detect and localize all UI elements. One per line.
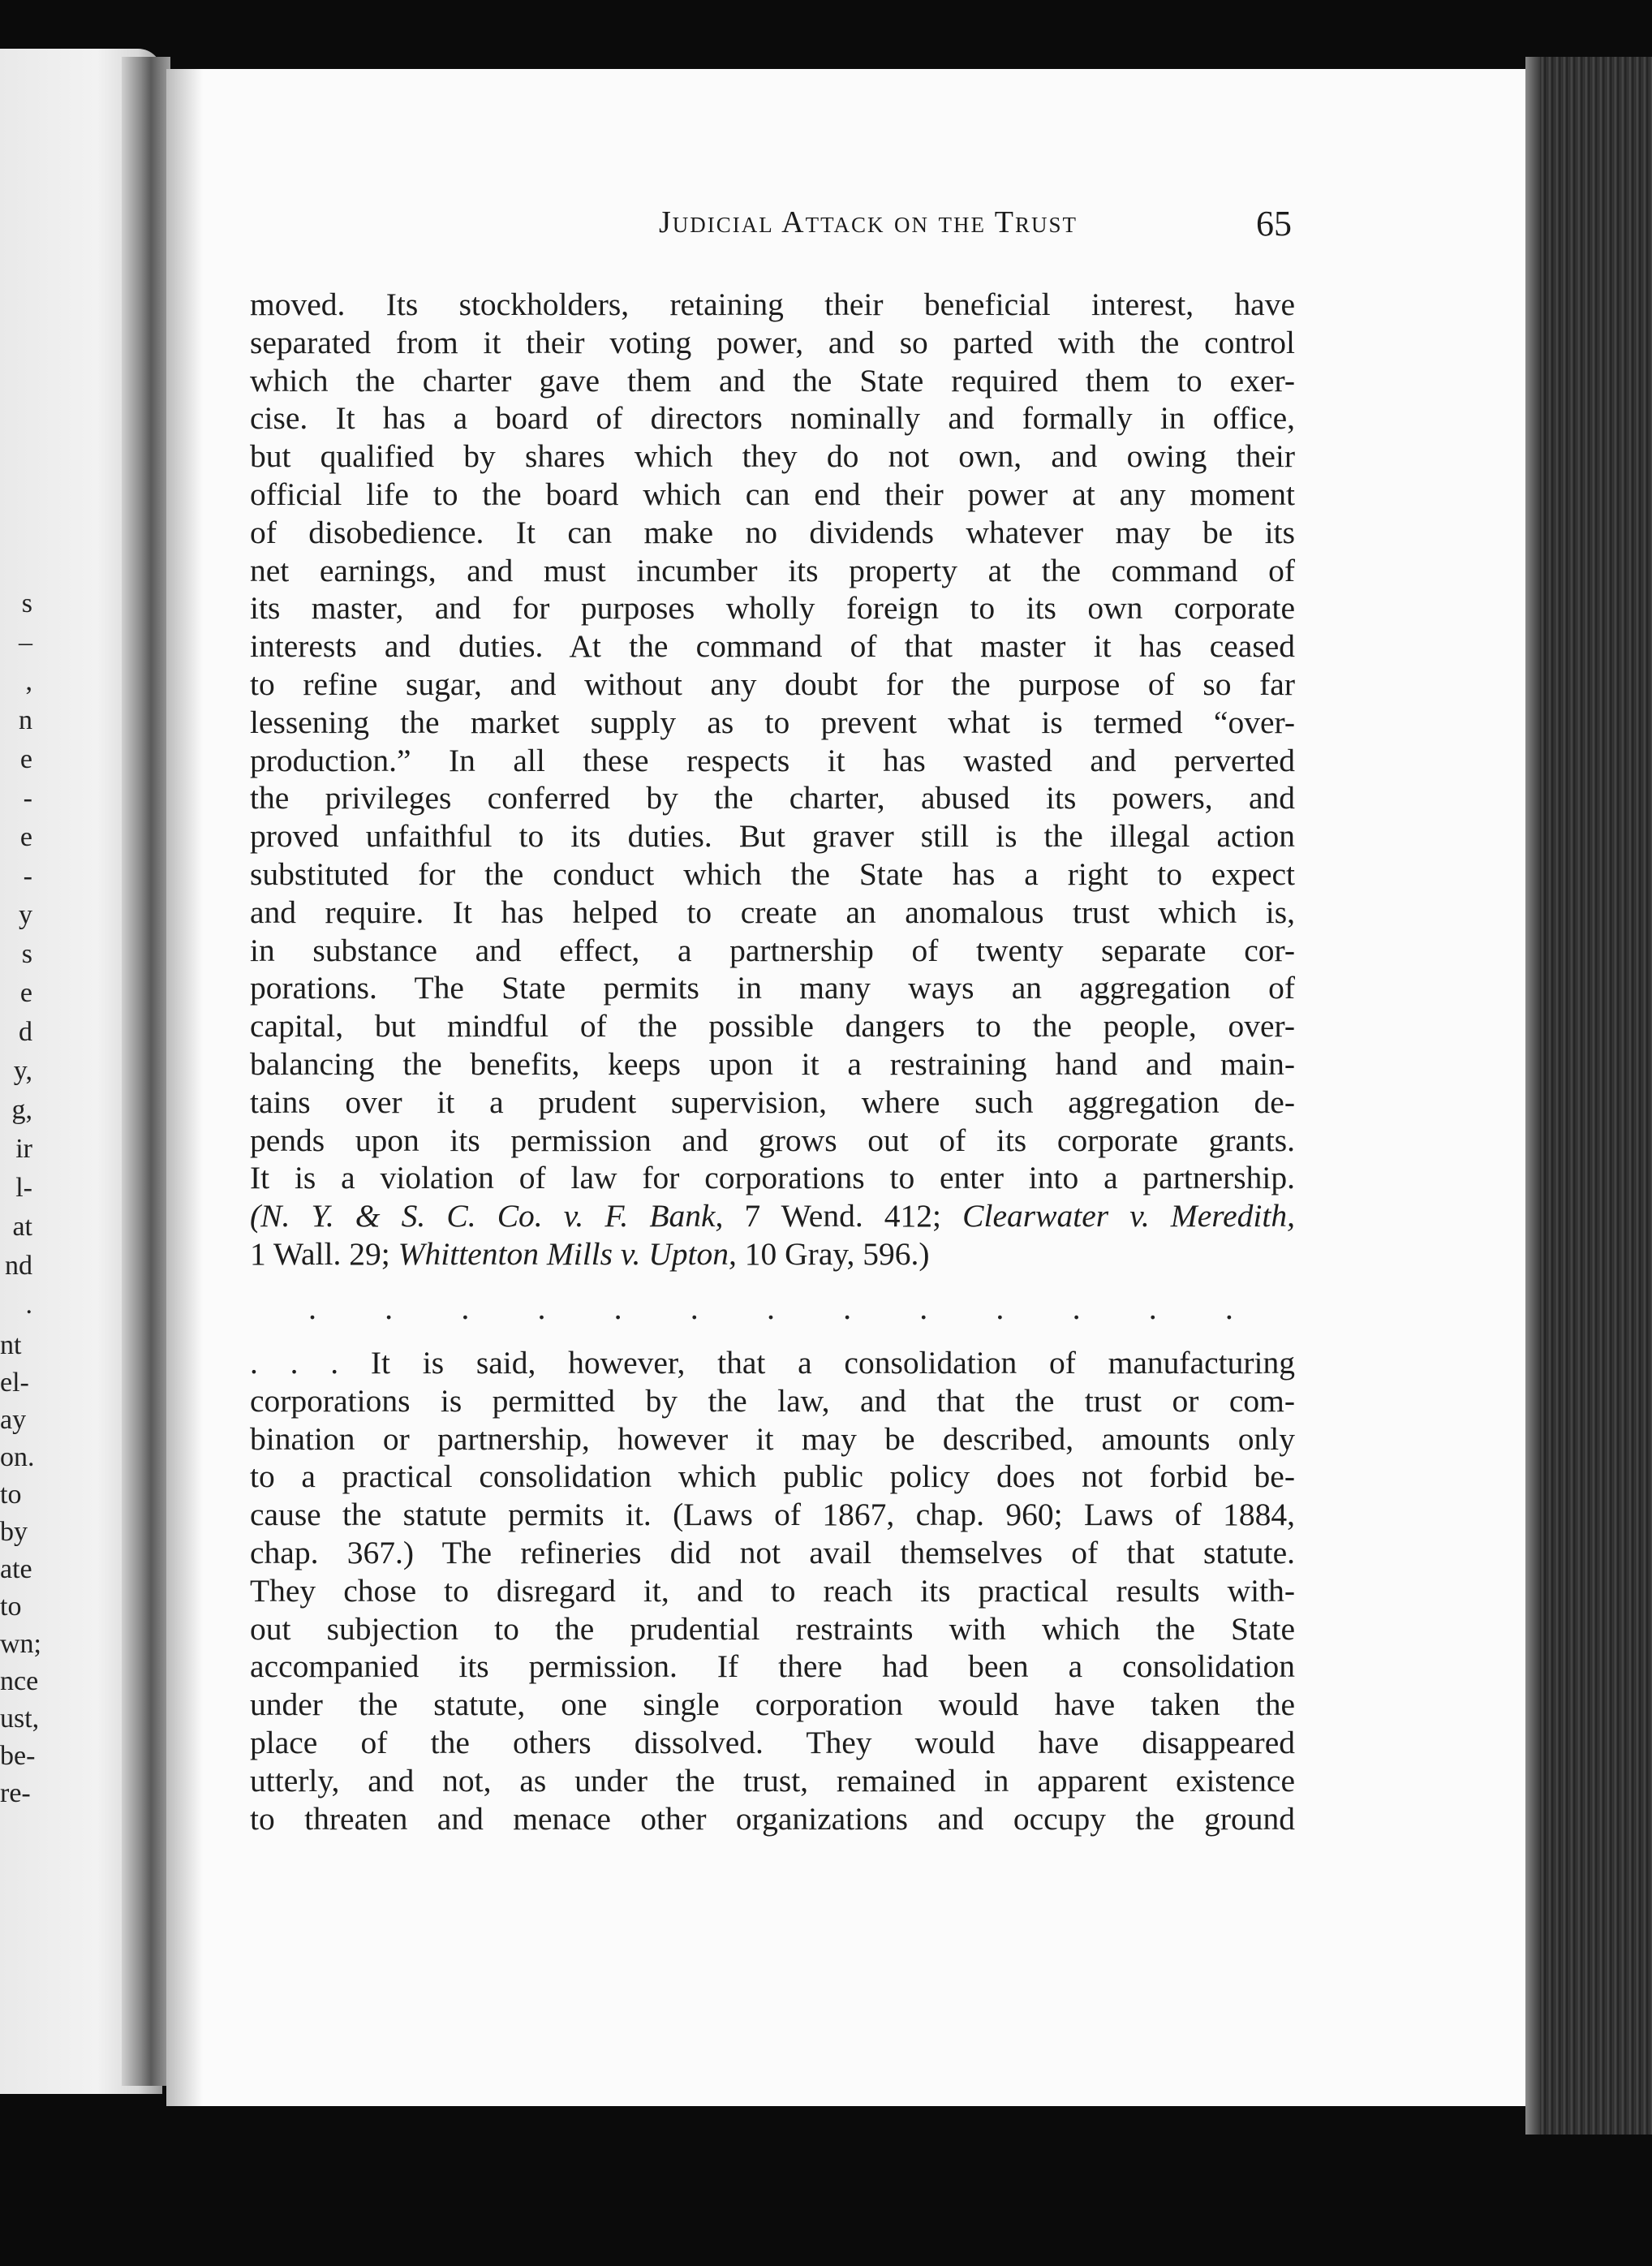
- running-head: Judicial Attack on the Trust: [659, 205, 1078, 239]
- text-line: balancing the benefits, keeps upon it a restraining hand and main-: [250, 1045, 1295, 1082]
- ellipsis-dot: .: [308, 1290, 316, 1326]
- text-line: net earnings, and must incumber its property at the command of: [250, 552, 1295, 588]
- fragment-text: -: [23, 783, 32, 813]
- text-line: separated from it their voting power, and so parted with the control: [250, 324, 1295, 360]
- text-line: substituted for the conduct which the State has a right to expect: [250, 855, 1295, 892]
- citation-line: [250, 1235, 1295, 1273]
- text-line: pends upon its permission and grows out of its corporate grants.: [250, 1122, 1295, 1158]
- fragment-text: wn;: [0, 1629, 41, 1659]
- text-line: bination or partnership, however it may be described, amounts only: [250, 1420, 1295, 1457]
- ellipsis-dot: .: [843, 1290, 852, 1326]
- ellipsis-dot: .: [385, 1290, 394, 1326]
- fragment-text: ,: [25, 666, 32, 696]
- citation-part: 1 Wall. 29;: [250, 1235, 398, 1272]
- ellipsis-dot: .: [766, 1290, 775, 1326]
- fragment-text: -: [23, 861, 32, 891]
- paragraph-1: [250, 286, 1295, 1273]
- left-page-fragments-lower: [0, 1327, 61, 1812]
- text-line: porations. The State permits in many ways an aggregation of: [250, 970, 1295, 1006]
- paragraph-2: [250, 1344, 1295, 1837]
- ellipsis-dot: .: [461, 1290, 470, 1326]
- text-line: out subjection to the prudential restraints with which the State: [250, 1610, 1295, 1647]
- ellipsis-dot: .: [613, 1290, 622, 1326]
- text-line: of disobedience. It can make no dividends whatever may be its: [250, 514, 1295, 550]
- fragment-text: s: [21, 588, 32, 618]
- fragment-text: to: [0, 1592, 22, 1622]
- page-number: 65: [1256, 204, 1292, 243]
- fragment-text: by: [0, 1517, 28, 1547]
- citation-part: (N. Y. & S. C. Co. v. F. Bank,: [250, 1198, 724, 1234]
- ellipsis-dot: .: [1072, 1290, 1081, 1326]
- fragment-text: on.: [0, 1442, 35, 1472]
- text-line: . . . It is said, however, that a consolidation of manufacturing: [250, 1345, 1295, 1381]
- fragment-text: n: [19, 705, 32, 735]
- text-line: utterly, and not, as under the trust, remained in apparent existence: [250, 1762, 1295, 1799]
- text-line: chap. 367.) The refineries did not avail themselves of that statute.: [250, 1534, 1295, 1570]
- text-line: its master, and for purposes wholly foreign to its own corporate: [250, 590, 1295, 627]
- ellipsis-separator: [308, 1289, 1233, 1327]
- fragment-text: ir: [15, 1134, 32, 1164]
- text-line: capital, but mindful of the possible dangers to the people, over-: [250, 1008, 1295, 1045]
- ellipsis-dot: .: [1148, 1290, 1157, 1326]
- book-page-edges: [1525, 57, 1652, 2135]
- fragment-text: l-: [15, 1173, 32, 1203]
- fragment-text: ay: [0, 1405, 27, 1435]
- text-line: tains over it a prudent supervision, where such aggregation de-: [250, 1083, 1295, 1120]
- fragment-text: ust,: [0, 1704, 40, 1734]
- text-line: to threaten and menace other organizations and occupy the ground: [250, 1800, 1295, 1837]
- fragment-text: y: [19, 900, 32, 930]
- fragment-text: s: [21, 939, 32, 969]
- book-gutter: [122, 57, 170, 2086]
- citation-part: Clearwater v. Meredith,: [962, 1198, 1295, 1234]
- fragment-text: nd: [5, 1251, 32, 1281]
- text-line: lessening the market supply as to prevent what is termed “over-: [250, 704, 1295, 740]
- text-line: but qualified by shares which they do not own, and owing their: [250, 438, 1295, 475]
- fragment-text: e: [19, 822, 32, 852]
- ellipsis-dot: .: [537, 1290, 546, 1326]
- fragment-text: .: [25, 1290, 32, 1320]
- left-page-fragments-upper: [0, 584, 32, 1325]
- text-line: It is a violation of law for corporations to enter into a partnership.: [250, 1160, 1295, 1196]
- text-line: production.” In all these respects it has wasted and perverted: [250, 742, 1295, 778]
- fragment-text: g,: [11, 1095, 32, 1125]
- ellipsis-dot: .: [1224, 1290, 1233, 1326]
- text-line: cise. It has a board of directors nominally and formally in office,: [250, 400, 1295, 437]
- ellipsis-dot: .: [996, 1290, 1005, 1326]
- fragment-text: to: [0, 1480, 22, 1510]
- fragment-text: ate: [0, 1554, 32, 1584]
- text-line: proved unfaithful to its duties. But graver still is the illegal action: [250, 818, 1295, 855]
- text-line: They chose to disregard it, and to reach its practical results with-: [250, 1572, 1295, 1609]
- fragment-text: e: [19, 744, 32, 774]
- fragment-text: e: [19, 978, 32, 1008]
- text-line: corporations is permitted by the law, and that the trust or com-: [250, 1382, 1295, 1419]
- page-edge-highlight: [1525, 57, 1540, 2135]
- fragment-text: nce: [0, 1666, 39, 1696]
- fragment-text: at: [12, 1212, 32, 1242]
- text-line: and require. It has helped to create an anomalous trust which is,: [250, 894, 1295, 930]
- text-line: accompanied its permission. If there had been a consolidation: [250, 1648, 1295, 1685]
- citation-part: Whittenton Mills v. Upton,: [398, 1235, 737, 1272]
- citation-line: [250, 1197, 1295, 1235]
- text-line: which the charter gave them and the State required them to exer-: [250, 362, 1295, 398]
- text-line: official life to the board which can end their power at any moment: [250, 476, 1295, 512]
- text-line: the privileges conferred by the charter, abused its powers, and: [250, 780, 1295, 816]
- text-line: to a practical consolidation which public policy does not forbid be-: [250, 1458, 1295, 1495]
- text-line: to refine sugar, and without any doubt for the purpose of so far: [250, 666, 1295, 702]
- text-line: moved. Its stockholders, retaining their beneficial interest, have: [250, 286, 1295, 322]
- fragment-text: d: [19, 1017, 32, 1047]
- citation-part: 10 Gray, 596.): [736, 1235, 930, 1272]
- text-line: interests and duties. At the command of that master it has ceased: [250, 628, 1295, 665]
- fragment-text: el-: [0, 1368, 29, 1398]
- citation-part: 7 Wend. 412;: [723, 1198, 963, 1234]
- fragment-text: nt: [0, 1330, 22, 1360]
- fragment-text: –: [19, 627, 32, 657]
- fragment-text: y,: [13, 1056, 32, 1086]
- page-shadow: [166, 69, 203, 2106]
- text-line: under the statute, one single corporation would have taken the: [250, 1687, 1295, 1723]
- text-line: place of the others dissolved. They would have disappeared: [250, 1724, 1295, 1760]
- ellipsis-dot: .: [919, 1290, 928, 1326]
- text-line: cause the statute permits it. (Laws of 1867, chap. 960; Laws of 1884,: [250, 1497, 1295, 1533]
- text-line: in substance and effect, a partnership of twenty separate cor-: [250, 932, 1295, 968]
- ellipsis-dot: .: [690, 1290, 699, 1326]
- fragment-text: re-: [0, 1778, 31, 1808]
- fragment-text: be-: [0, 1741, 36, 1771]
